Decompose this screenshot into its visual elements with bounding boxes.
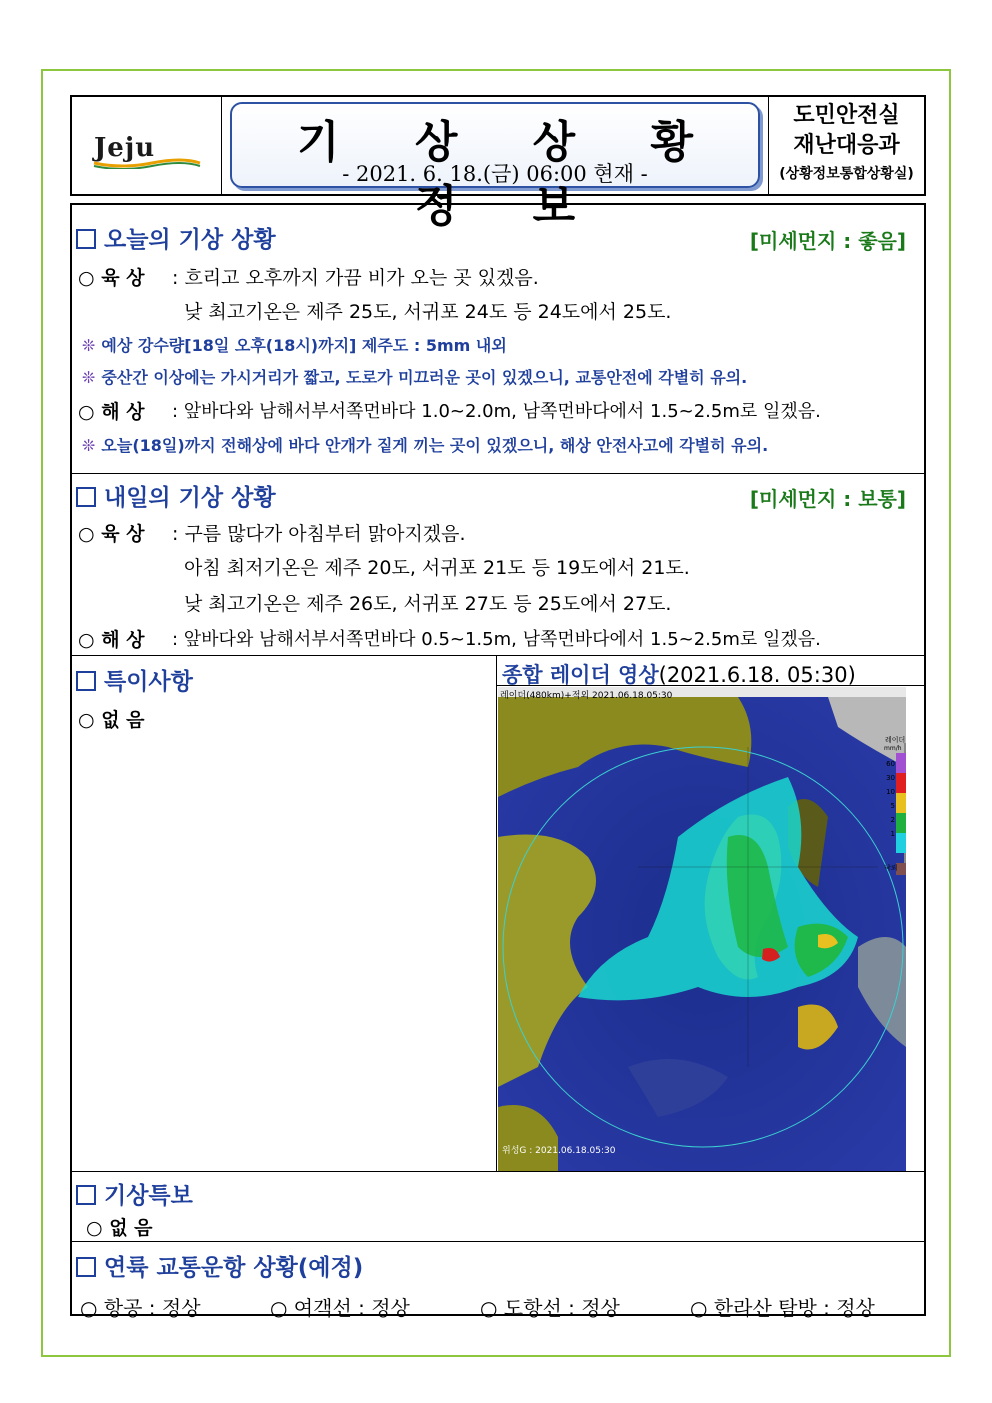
asterisk-icon: ❊ <box>82 368 96 387</box>
special-content: ○ 없 음 <box>78 709 145 731</box>
tomorrow-land-label: ○ 육 상 <box>78 523 145 545</box>
legend-value: 30 <box>886 774 895 782</box>
tomorrow-dust: [미세먼지 : 보통] <box>749 487 906 511</box>
radar-image <box>498 687 906 1171</box>
logo-cell <box>72 97 222 194</box>
divider <box>496 685 924 686</box>
legend-values <box>885 757 895 841</box>
tomorrow-sea-label: ○ 해 상 <box>78 629 145 651</box>
divider-vertical <box>496 655 497 1171</box>
transport-air: ○ 항공 : 정상 <box>80 1296 201 1320</box>
today-note1: ❊ 예상 강수량[18일 오후(18시)까지] 제주도 : 5mm 내외 <box>82 336 507 355</box>
legend-unit: mm/h <box>884 745 902 752</box>
page-date: - 2021. 6. 18.(금) 06:00 현재 - <box>342 162 648 186</box>
today-dust: [미세먼지 : 좋음] <box>749 229 906 253</box>
legend-lightning: 낙뢰 <box>884 864 898 872</box>
title-box <box>230 102 760 232</box>
checkbox-icon <box>76 229 96 249</box>
legend-value: 60 <box>886 760 895 768</box>
asterisk-icon: ❊ <box>82 336 96 355</box>
radar-title: 종합 레이더 영상(2021.6.18. 05:30) <box>502 663 856 687</box>
tomorrow-land-line2: 아침 최저기온은 제주 20도, 서귀포 21도 등 19도에서 21도. <box>184 557 690 579</box>
checkbox-icon <box>76 1185 96 1205</box>
warning-section-title: 기상특보 <box>76 1177 193 1210</box>
warning-content: ○ 없 음 <box>86 1217 153 1239</box>
today-note3: ❊ 오늘(18일)까지 전해상에 바다 안개가 짙게 끼는 곳이 있겠으니, 해상 안전사고에 각별히 유의. <box>82 436 769 455</box>
radar-map <box>498 687 906 1171</box>
transport-section-title: 연륙 교통운항 상황(예정) <box>76 1249 363 1282</box>
org-name: 도민안전실 <box>793 103 900 128</box>
header <box>70 95 926 232</box>
today-land-label: ○ 육 상 <box>78 267 145 289</box>
jeju-logo: Jeju <box>94 133 156 163</box>
legend-value: 1 <box>890 830 895 838</box>
asterisk-icon: ❊ <box>82 436 96 455</box>
today-land-line1: : 흐리고 오후까지 가끔 비가 오는 곳 있겠음. <box>172 267 539 289</box>
tomorrow-sea-line: : 앞바다와 남해서부서쪽먼바다 0.5~1.5m, 남쪽먼바다에서 1.5~2.5m로 일겠음. <box>172 629 821 650</box>
org-office: (상황정보통합상황실) <box>779 166 914 182</box>
org-dept: 재난대응과 <box>793 133 900 158</box>
satellite-time-label: 위성G : 2021.06.18.05:30 <box>502 1146 616 1156</box>
legend-title: 레이더 <box>885 736 906 744</box>
transport-island-ferry: ○ 도항선 : 정상 <box>480 1296 620 1320</box>
divider <box>72 473 924 474</box>
org-cell <box>768 97 924 194</box>
legend-value: 5 <box>890 802 895 810</box>
legend-value: 10 <box>886 788 895 796</box>
checkbox-icon <box>76 671 96 691</box>
tomorrow-section-title: 내일의 기상 상황 <box>76 479 276 512</box>
logo-swoosh-icon <box>92 157 202 169</box>
transport-ferry: ○ 여객선 : 정상 <box>270 1296 410 1320</box>
divider <box>72 655 924 656</box>
today-sea-label: ○ 해 상 <box>78 401 145 423</box>
today-section-title: 오늘의 기상 상황 <box>76 221 276 254</box>
report-body <box>70 203 926 1320</box>
tomorrow-land-line3: 낮 최고기온은 제주 26도, 서귀포 27도 등 25도에서 27도. <box>184 593 672 615</box>
divider <box>72 1171 924 1172</box>
today-sea-line: : 앞바다와 남해서부서쪽먼바다 1.0~2.0m, 남쪽먼바다에서 1.5~2.5m로 일겠음. <box>172 401 821 422</box>
special-section-title: 특이사항 <box>76 663 193 696</box>
today-land-line2: 낮 최고기온은 제주 25도, 서귀포 24도 등 24도에서 25도. <box>184 301 672 323</box>
legend-value: 2 <box>890 816 895 824</box>
today-note2: ❊ 중산간 이상에는 가시거리가 짧고, 도로가 미끄러운 곳이 있겠으니, 교통안전에 각별히 유의. <box>82 368 748 387</box>
checkbox-icon <box>76 1257 96 1277</box>
divider <box>72 1241 924 1242</box>
transport-hallasan: ○ 한라산 탐방 : 정상 <box>690 1296 875 1320</box>
checkbox-icon <box>76 487 96 507</box>
radar-image-label: 레이더(480km)+적외 2021.06.18.05:30 <box>500 691 673 701</box>
tomorrow-land-line1: : 구름 많다가 아침부터 맑아지겠음. <box>172 523 466 545</box>
page-title: 기 상 상 황 정 보 <box>297 117 723 232</box>
